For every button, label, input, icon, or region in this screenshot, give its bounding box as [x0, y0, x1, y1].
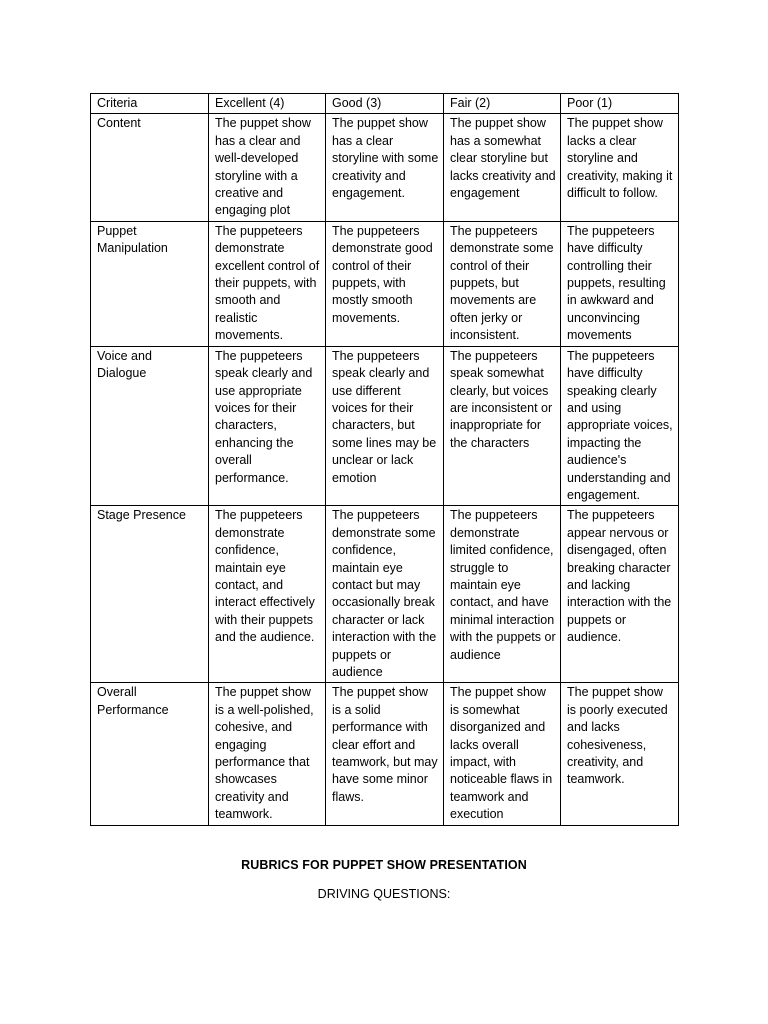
good-cell: The puppet show has a clear storyline with some creativity and engagement. [326, 114, 444, 221]
criteria-cell: Overall Performance [91, 683, 209, 825]
header-fair: Fair (2) [444, 94, 561, 114]
rubric-table [90, 93, 679, 826]
document-title: RUBRICS FOR PUPPET SHOW PRESENTATION [241, 858, 527, 872]
fair-cell: The puppet show is somewhat disorganized and lacks overall impact, with noticeable flaws in teamwork and execution [444, 683, 561, 825]
driving-questions-heading: DRIVING QUESTIONS: [317, 887, 451, 901]
table-row [91, 346, 679, 506]
fair-cell: The puppeteers demonstrate some control of their puppets, but movements are often jerky or inconsistent. [444, 221, 561, 346]
table-row [91, 114, 679, 221]
good-cell: The puppet show is a solid performance with clear effort and teamwork, but may have some minor flaws. [326, 683, 444, 825]
good-cell: The puppeteers demonstrate some confidence, maintain eye contact but may occasionally break character or lack interaction with the puppets or audience [326, 506, 444, 683]
header-row [91, 94, 679, 114]
excellent-cell: The puppet show has a clear and well-developed storyline with a creative and engaging plot [209, 114, 326, 221]
criteria-cell: Content [91, 114, 209, 221]
fair-cell: The puppet show has a somewhat clear storyline but lacks creativity and engagement [444, 114, 561, 221]
poor-cell: The puppet show is poorly executed and lacks cohesiveness, creativity, and teamwork. [561, 683, 679, 825]
header-excellent: Excellent (4) [209, 94, 326, 114]
header-good: Good (3) [326, 94, 444, 114]
criteria-cell: Voice and Dialogue [91, 346, 209, 506]
poor-cell: The puppeteers have difficulty controlling their puppets, resulting in awkward and unconvincing movements [561, 221, 679, 346]
good-cell: The puppeteers speak clearly and use different voices for their characters, but some lines may be unclear or lack emotion [326, 346, 444, 506]
poor-cell: The puppeteers have difficulty speaking clearly and using appropriate voices, impacting the audience's understanding and engagement. [561, 346, 679, 506]
criteria-cell: Puppet Manipulation [91, 221, 209, 346]
excellent-cell: The puppeteers demonstrate confidence, maintain eye contact, and interact effectively with their puppets and the audience. [209, 506, 326, 683]
criteria-cell: Stage Presence [91, 506, 209, 683]
excellent-cell: The puppeteers demonstrate excellent control of their puppets, with smooth and realistic movements. [209, 221, 326, 346]
excellent-cell: The puppet show is a well-polished, cohesive, and engaging performance that showcases creativity and teamwork. [209, 683, 326, 825]
excellent-cell: The puppeteers speak clearly and use appropriate voices for their characters, enhancing the overall performance. [209, 346, 326, 506]
poor-cell: The puppet show lacks a clear storyline and creativity, making it difficult to follow. [561, 114, 679, 221]
table-row [91, 221, 679, 346]
table-row [91, 506, 679, 683]
fair-cell: The puppeteers demonstrate limited confidence, struggle to maintain eye contact, and have minimal interaction with the puppets or audience [444, 506, 561, 683]
header-poor: Poor (1) [561, 94, 679, 114]
poor-cell: The puppeteers appear nervous or disengaged, often breaking character and lacking interaction with the puppets or audience. [561, 506, 679, 683]
fair-cell: The puppeteers speak somewhat clearly, but voices are inconsistent or inappropriate for the characters [444, 346, 561, 506]
table-row [91, 683, 679, 825]
good-cell: The puppeteers demonstrate good control of their puppets, with mostly smooth movements. [326, 221, 444, 346]
header-criteria: Criteria [91, 94, 209, 114]
